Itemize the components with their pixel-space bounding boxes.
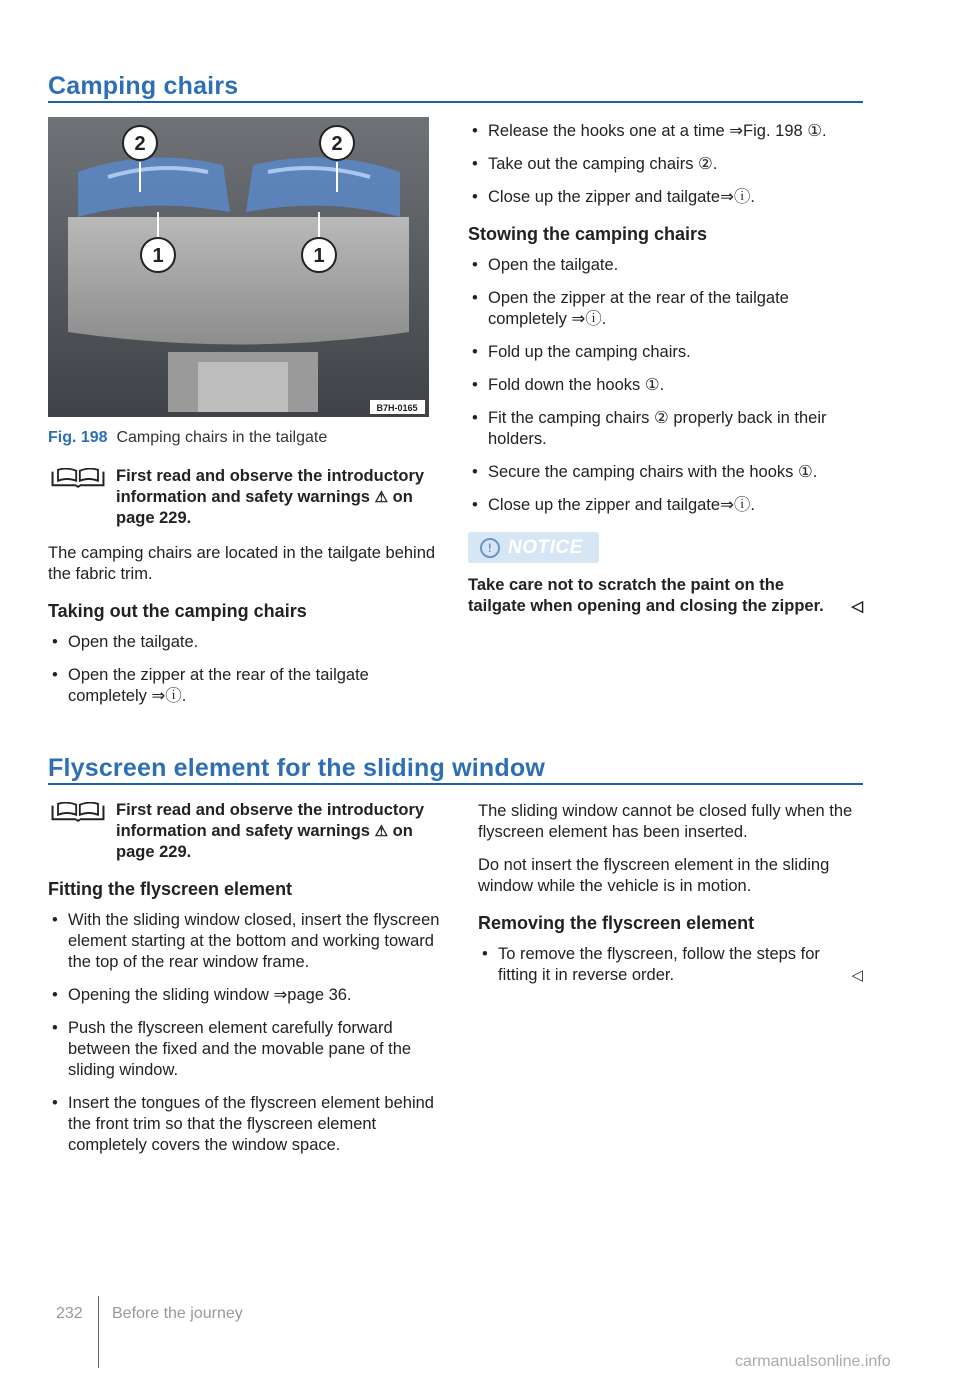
section-title-camping-chairs: Camping chairs	[48, 72, 239, 100]
callout-1-right	[302, 238, 336, 272]
heading-taking-out: Taking out the camping chairs	[48, 601, 307, 621]
list-item: • Push the flyscreen element carefully forward between the fixed and the movable pane of the sliding window.	[48, 1018, 443, 1081]
list-item: • To remove the flyscreen, follow the steps for fitting it in reverse order. ◁	[478, 944, 863, 986]
callout-2-left	[123, 126, 157, 160]
section2-left-column	[48, 800, 443, 1168]
list-item: • Opening the sliding window ⇒page 36.	[48, 985, 443, 1006]
list-item: • Release the hooks one at a time ⇒Fig. 198 ①.	[468, 121, 863, 142]
svg-text:1: 1	[313, 245, 325, 267]
list-item: • Fold down the hooks ①.	[468, 375, 863, 396]
callout-2-right	[320, 126, 354, 160]
intro-note	[48, 466, 443, 529]
list-item: • Open the zipper at the rear of the tailgate completely ⇒ⓘ.	[468, 288, 863, 330]
warning-triangle-icon: ⚠	[374, 823, 389, 840]
notice-text: Take care not to scratch the paint on the tailgate when opening and closing the zipper.	[468, 576, 824, 615]
heading-stowing: Stowing the camping chairs	[468, 224, 708, 244]
list-item: • Close up the zipper and tailgate⇒ⓘ.	[468, 495, 863, 516]
warning-triangle-icon: ⚠	[374, 489, 389, 506]
intro-note	[48, 800, 443, 863]
svg-text:2: 2	[331, 133, 343, 155]
paragraph: Do not insert the flyscreen element in the sliding window while the vehicle is in motion.	[478, 856, 830, 895]
footer-divider	[98, 1296, 99, 1368]
notice-label: NOTICE	[508, 537, 583, 558]
watermark: carmanualsonline.info	[735, 1353, 891, 1370]
book-icon	[48, 468, 108, 488]
list-item: • Insert the tongues of the flyscreen element behind the front trim so that the flyscreen element completely covers the window space.	[48, 1093, 443, 1156]
notice-header	[468, 532, 863, 563]
notice-badge	[468, 532, 599, 563]
heading-removing: Removing the flyscreen element	[478, 913, 755, 933]
list-item: • With the sliding window closed, insert the flyscreen element starting at the bottom and working toward the top of the rear window frame.	[48, 910, 443, 973]
figure-code: B7H-0165	[376, 403, 418, 413]
section-rule	[48, 783, 863, 785]
section1-right-column	[468, 121, 863, 617]
note-text: First read and observe the introductory information and safety warnings	[116, 801, 425, 840]
end-of-section-icon: ◁	[851, 598, 863, 615]
note-text: First read and observe the introductory information and safety warnings	[116, 467, 425, 506]
notice-text-block	[468, 575, 863, 617]
heading-fitting: Fitting the flyscreen element	[48, 879, 293, 899]
chapter-title: Before the journey	[112, 1305, 243, 1322]
list-item: • Close up the zipper and tailgate⇒ⓘ.	[468, 187, 863, 208]
figure-camping-chairs	[48, 117, 429, 417]
book-icon	[48, 802, 108, 822]
section-rule	[48, 101, 863, 103]
figure-caption-text: Camping chairs in the tailgate	[116, 429, 328, 446]
figure-caption	[48, 429, 327, 447]
tailgate-illustration	[48, 117, 429, 417]
list-item: • Take out the camping chairs ②.	[468, 154, 863, 175]
section2-right-column	[478, 801, 863, 998]
list-item: • Secure the camping chairs with the hooks ①.	[468, 462, 863, 483]
note-page-ref: on page 229.	[116, 488, 413, 527]
list-item: • Open the tailgate.	[468, 255, 863, 276]
list-item: • Fit the camping chairs ② properly back in their holders.	[468, 408, 863, 450]
page-number: 232	[56, 1305, 83, 1322]
paragraph: The sliding window cannot be closed fully when the flyscreen element has been inserted.	[478, 802, 853, 841]
figure-caption-label: Fig. 198	[48, 429, 108, 446]
callout-1-left	[141, 238, 175, 272]
note-page-ref: on page 229.	[116, 822, 413, 861]
svg-text:2: 2	[134, 133, 146, 155]
section1-left-column	[48, 466, 443, 719]
list-item: • Open the zipper at the rear of the tailgate completely ⇒ⓘ.	[48, 665, 443, 707]
list-item: • Open the tailgate.	[48, 632, 443, 653]
intro-paragraph: The camping chairs are located in the tailgate behind the fabric trim.	[48, 544, 436, 583]
end-of-section-icon: ◁	[851, 967, 863, 984]
section-title-flyscreen: Flyscreen element for the sliding window	[48, 754, 545, 782]
list-item: • Fold up the camping chairs.	[468, 342, 863, 363]
svg-text:1: 1	[152, 245, 164, 267]
notice-icon: !	[480, 538, 500, 558]
